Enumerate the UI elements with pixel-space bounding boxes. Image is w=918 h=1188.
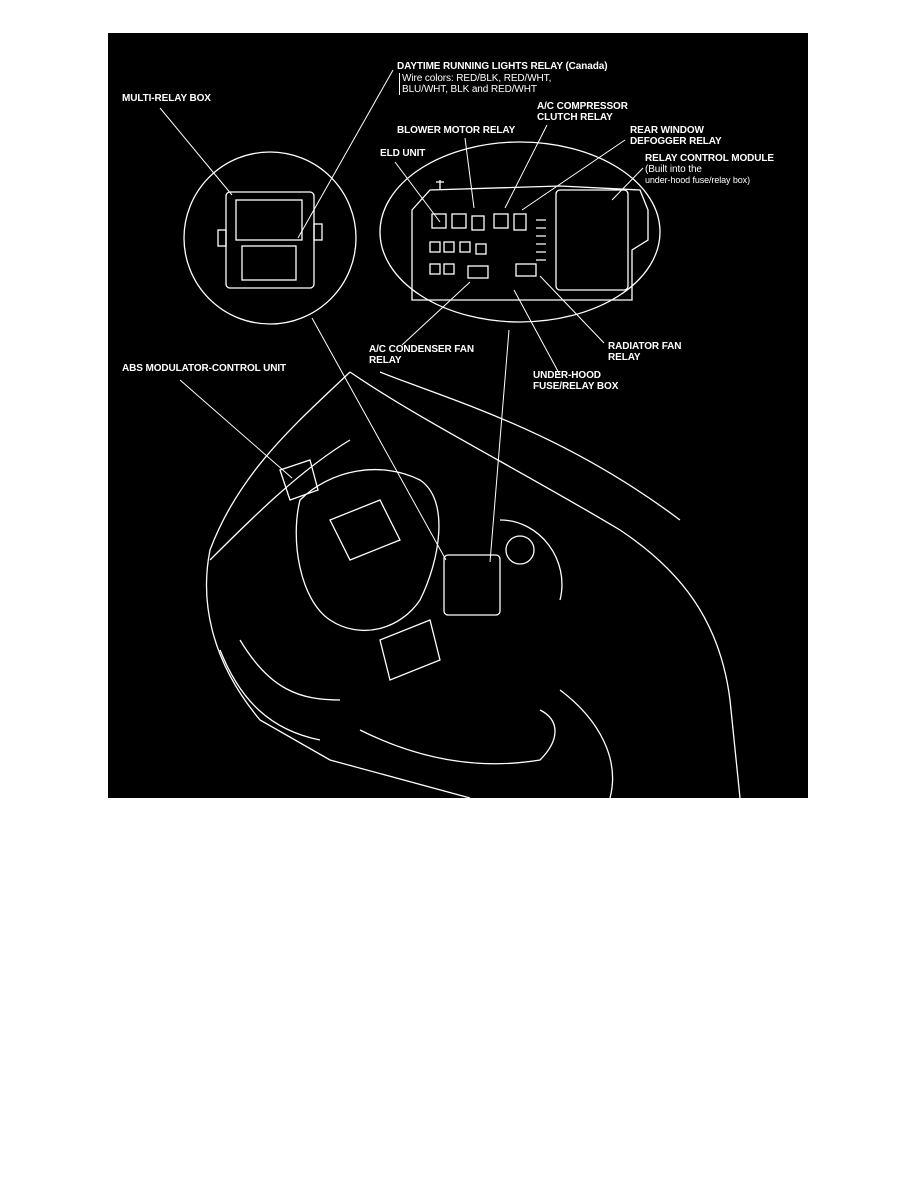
drl-relay-text: DAYTIME RUNNING LIGHTS RELAY — [397, 61, 563, 72]
rcm-note-1: (Built into the — [645, 164, 702, 175]
ac-compressor-line-1: A/C COMPRESSOR — [537, 101, 628, 112]
diagram-panel — [108, 33, 808, 798]
ac-condenser-line-2: RELAY — [369, 355, 402, 366]
fuse-box-detail — [380, 142, 660, 322]
car-outline — [207, 372, 740, 798]
underhood-line-2: FUSE/RELAY BOX — [533, 381, 619, 392]
drl-wire-colors — [399, 73, 551, 95]
ac-compressor-label — [537, 101, 628, 123]
ac-condenser-line-1: A/C CONDENSER FAN — [369, 344, 474, 355]
drl-region-text: (Canada) — [565, 61, 608, 72]
drl-relay-label — [397, 61, 607, 72]
rear-window-line-2: DEFOGGER RELAY — [630, 136, 722, 147]
engine-bay-illustration — [108, 33, 808, 798]
rcm-title: RELAY CONTROL MODULE — [645, 153, 774, 164]
eld-unit-label: ELD UNIT — [380, 148, 426, 159]
multi-relay-box-label: MULTI-RELAY BOX — [122, 93, 211, 104]
abs-unit-label: ABS MODULATOR-CONTROL UNIT — [122, 363, 287, 374]
drl-wire-line-2: BLU/WHT, BLK and RED/WHT — [402, 84, 537, 95]
underhood-box-label — [533, 370, 618, 392]
rear-window-line-1: REAR WINDOW — [630, 125, 704, 136]
ac-compressor-line-2: CLUTCH RELAY — [537, 112, 613, 123]
drl-wire-line-1: Wire colors: RED/BLK, RED/WHT, — [402, 73, 552, 84]
rcm-note-2: under-hood fuse/relay box) — [645, 175, 750, 185]
ac-condenser-label — [369, 344, 474, 366]
relay-control-module-label — [645, 153, 774, 186]
radiator-fan-line-1: RADIATOR FAN — [608, 341, 682, 352]
rear-window-label — [630, 125, 722, 147]
radiator-fan-line-2: RELAY — [608, 352, 641, 363]
underhood-line-1: UNDER-HOOD — [533, 370, 601, 381]
multi-relay-box-detail — [184, 152, 356, 324]
radiator-fan-label — [608, 341, 681, 363]
blower-motor-label: BLOWER MOTOR RELAY — [397, 125, 516, 136]
